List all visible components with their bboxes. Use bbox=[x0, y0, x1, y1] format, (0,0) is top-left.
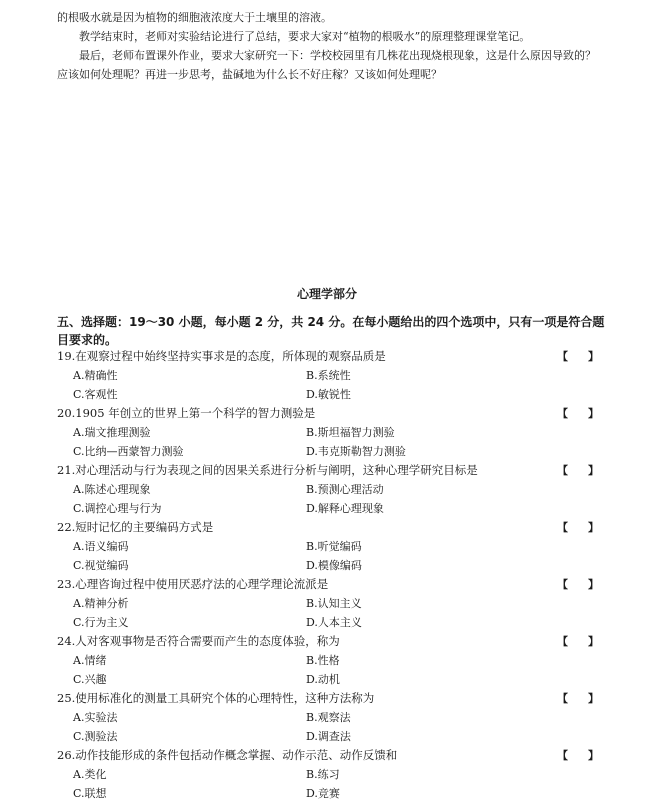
question-stem: 19.在观察过程中始终坚持实事求是的态度，所体现的观察品质是 bbox=[57, 349, 386, 363]
option-b: B.性格 bbox=[306, 654, 340, 667]
option-b: B.预测心理活动 bbox=[306, 483, 384, 496]
question-25 bbox=[57, 689, 605, 746]
option-a: A.陈述心理现象 bbox=[73, 483, 151, 496]
option-a: A.精神分析 bbox=[73, 597, 129, 610]
option-c: C.调控心理与行为 bbox=[73, 502, 162, 515]
option-b: B.斯坦福智力测验 bbox=[306, 426, 395, 439]
question-stem: 23.心理咨询过程中使用厌恶疗法的心理学理论流派是 bbox=[57, 577, 329, 591]
option-c: C.测验法 bbox=[73, 730, 118, 743]
question-stem: 24.人对客观事物是否符合需要而产生的态度体验，称为 bbox=[57, 634, 340, 648]
question-list bbox=[57, 347, 605, 803]
question-26 bbox=[57, 746, 605, 803]
option-c: C.客观性 bbox=[73, 388, 118, 401]
answer-bracket: 【 】 bbox=[557, 578, 599, 591]
question-23 bbox=[57, 575, 605, 632]
question-21 bbox=[57, 461, 605, 518]
answer-bracket: 【 】 bbox=[557, 521, 599, 534]
answer-bracket: 【 】 bbox=[557, 692, 599, 705]
section-title: 心理学部分 bbox=[296, 287, 357, 301]
option-c: C.兴趣 bbox=[73, 673, 107, 686]
answer-bracket: 【 】 bbox=[557, 407, 599, 420]
answer-bracket: 【 】 bbox=[557, 749, 599, 762]
section-instructions: 五、选择题：19～30 小题，每小题 2 分，共 24 分。在每小题给出的四个选项中，只有一项是符合题目要求的。 bbox=[57, 315, 605, 347]
question-24 bbox=[57, 632, 605, 689]
question-20 bbox=[57, 404, 605, 461]
option-a: A.类化 bbox=[73, 768, 107, 781]
answer-bracket: 【 】 bbox=[557, 635, 599, 648]
intro-line-1: 的根吸水就是因为植物的细胞液浓度大于土壤里的溶液。 bbox=[57, 11, 332, 24]
intro-line-2: 教学结束时，老师对实验结论进行了总结，要求大家对“植物的根吸水”的原理整理课堂笔记。 bbox=[79, 30, 531, 43]
answer-bracket: 【 】 bbox=[557, 464, 599, 477]
option-d: D.调查法 bbox=[306, 730, 351, 743]
question-22 bbox=[57, 518, 605, 575]
option-d: D.人本主义 bbox=[306, 616, 362, 629]
option-d: D.解释心理现象 bbox=[306, 502, 384, 515]
option-c: C.联想 bbox=[73, 787, 107, 800]
intro-paragraphs bbox=[57, 8, 605, 84]
option-a: A.瑞文推理测验 bbox=[73, 426, 151, 439]
question-19 bbox=[57, 347, 605, 404]
option-b: B.认知主义 bbox=[306, 597, 362, 610]
option-d: D.韦克斯勒智力测验 bbox=[306, 445, 406, 458]
option-b: B.观察法 bbox=[306, 711, 351, 724]
option-d: D.模像编码 bbox=[306, 559, 362, 572]
option-a: A.情绪 bbox=[73, 654, 107, 667]
question-stem: 20.1905 年创立的世界上第一个科学的智力测验是 bbox=[57, 406, 316, 420]
option-a: A.语义编码 bbox=[73, 540, 129, 553]
option-c: C.行为主义 bbox=[73, 616, 129, 629]
option-c: C.比纳—西蒙智力测验 bbox=[73, 445, 184, 458]
option-d: D.动机 bbox=[306, 673, 340, 686]
question-stem: 26.动作技能形成的条件包括动作概念掌握、动作示范、动作反馈和 bbox=[57, 748, 398, 762]
question-stem: 22.短时记忆的主要编码方式是 bbox=[57, 520, 214, 534]
option-a: A.精确性 bbox=[73, 369, 118, 382]
option-d: D.敏锐性 bbox=[306, 388, 351, 401]
question-stem: 21.对心理活动与行为表现之间的因果关系进行分析与阐明，这种心理学研究目标是 bbox=[57, 463, 478, 477]
option-c: C.视觉编码 bbox=[73, 559, 129, 572]
option-b: B.听觉编码 bbox=[306, 540, 362, 553]
answer-bracket: 【 】 bbox=[557, 350, 599, 363]
intro-line-3: 最后，老师布置课外作业，要求大家研究一下：学校校园里有几株花出现烧根现象，这是什么原因导致的？应该如何处理呢？再进一步思考，盐碱地为什么长不好庄稼？又该如何处理呢？ bbox=[57, 49, 596, 81]
option-b: B.系统性 bbox=[306, 369, 351, 382]
question-stem: 25.使用标准化的测量工具研究个体的心理特性，这种方法称为 bbox=[57, 691, 375, 705]
option-a: A.实验法 bbox=[73, 711, 118, 724]
option-d: D.竞赛 bbox=[306, 787, 340, 800]
option-b: B.练习 bbox=[306, 768, 340, 781]
